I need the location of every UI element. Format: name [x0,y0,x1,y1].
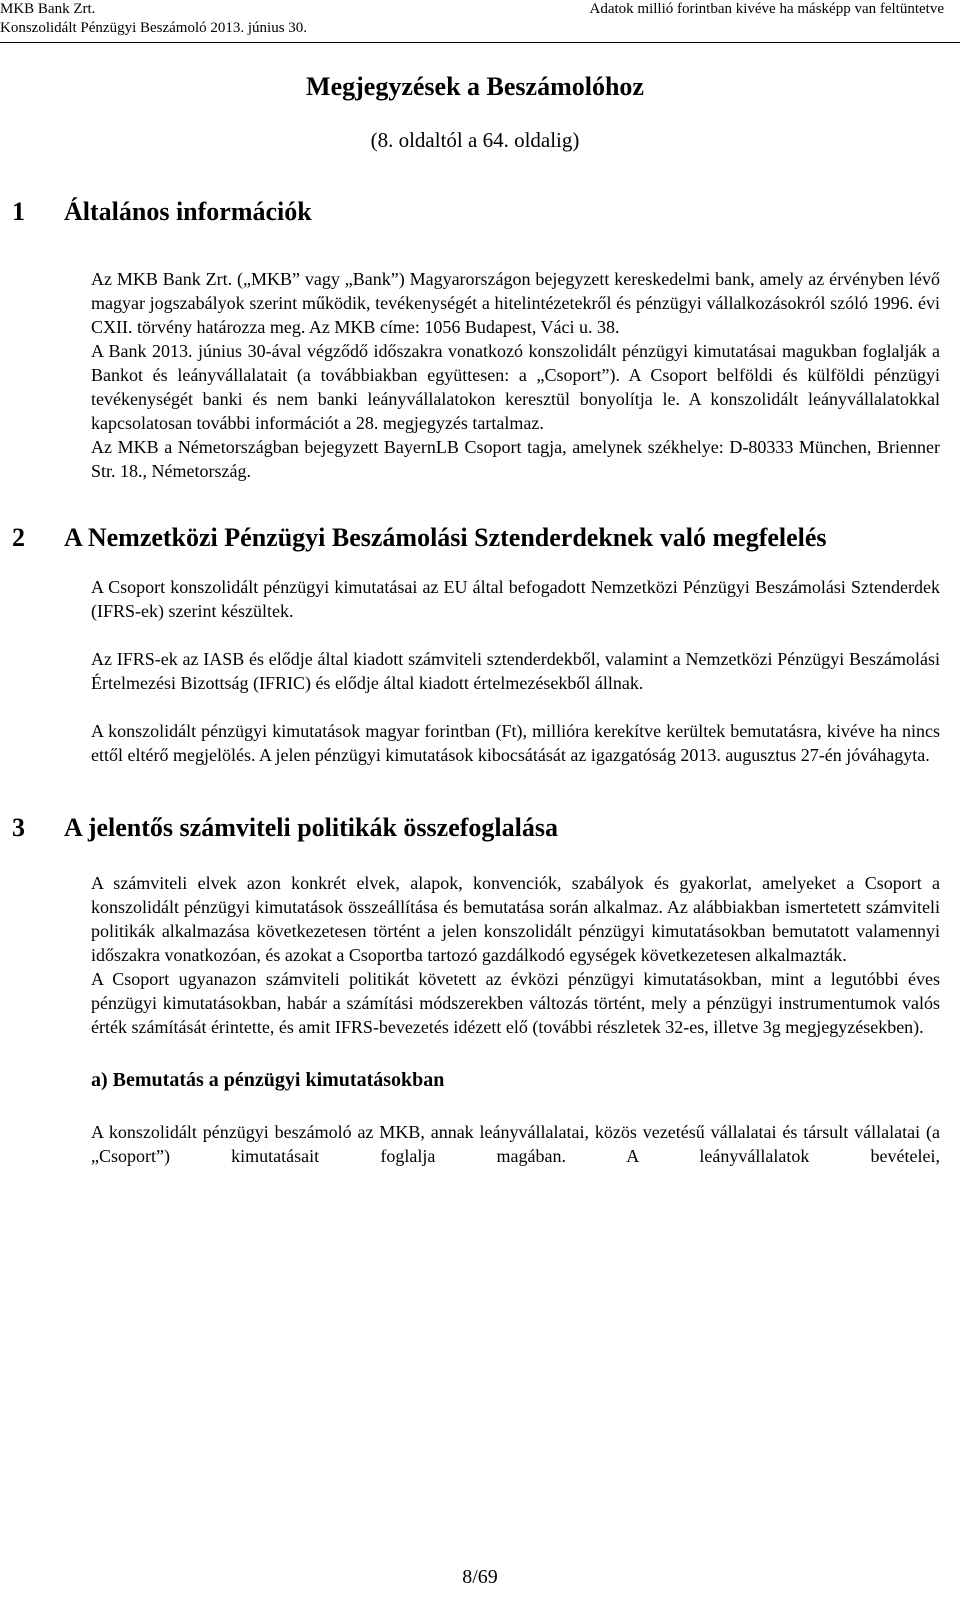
section-3-paragraph-1: A számviteli elvek azon konkrét elvek, alapok, konvenciók, szabályok és gyakorlat, amelyeket a Csoport a konszolidált pénzügyi kimutatások összeállítása és bemutatása során alkalmaz. Az alábbiakban ismertetett számviteli politikák alkalmazása következetesen történt a jelen konszolidált pénzügyi kimutatásokban bemutatott valamennyi időszakra vonatkozóan, és azokat a Csoportba tartozó gazdálkodó egységek következetesen alkalmazták. [91,873,940,965]
section-2-paragraph-2: Az IFRS-ek az IASB és elődje által kiadott számviteli sztenderdekből, valamint a Nemzetközi Pénzügyi Beszámolási Értelmezési Bizottság (IFRIC) és elődje által kiadott értelmezésekből állnak. [91,649,940,693]
section-1-body [91,267,940,483]
page-subtitle: (8. oldaltól a 64. oldalig) [370,128,580,152]
section-2-number: 2 [12,523,25,552]
section-2-title: A Nemzetközi Pénzügyi Beszámolási Sztenderdeknek való megfelelés [64,523,827,552]
section-2-paragraph-1: A Csoport konszolidált pénzügyi kimutatásai az EU által befogadott Nemzetközi Pénzügyi Beszámolási Sztenderdek (IFRS-ek) szerint készültek. [91,577,940,621]
section-1-paragraph-3: Az MKB a Németországban bejegyzett BayernLB Csoport tagja, amelynek székhelye: D-80333 München, Brienner Str. 18., Németország. [91,437,940,481]
subsection-a-body [91,1120,940,1168]
page-header [0,0,960,43]
subsection-a-paragraph-1: A konszolidált pénzügyi beszámoló az MKB, annak leányvállalatai, közös vezetésű vállalatai és társult vállalatai (a „Csoport”) kimutatásait foglalja magában. A leányvállalatok bevételei, [91,1122,940,1166]
section-2-heading [10,523,940,553]
subsection-a-heading: a) Bemutatás a pénzügyi kimutatásokban [91,1069,445,1091]
page-title: Megjegyzések a Beszámolóhoz [306,72,644,101]
section-1-title: Általános információk [64,197,312,226]
header-left [0,0,307,38]
section-1-number: 1 [12,197,25,226]
section-1-heading [10,197,940,227]
header-company: MKB Bank Zrt. [0,1,96,17]
section-1-paragraph-1: Az MKB Bank Zrt. („MKB” vagy „Bank”) Magyarországon bejegyzett kereskedelmi bank, amely az érvényben lévő magyar jogszabályok szerint működik, tevékenységét a hitelintézetekről és pénzügyi vállalkozásokról szóló 1996. évi CXII. törvény határozza meg. Az MKB címe: 1056 Budapest, Váci u. 38. [91,269,940,337]
page-number: 8/69 [462,1566,498,1588]
header-report-title: Konszolidált Pénzügyi Beszámoló 2013. június 30. [0,20,308,36]
section-3-heading [10,813,940,843]
document-body [10,64,940,1168]
section-3-paragraph-2: A Csoport ugyanazon számviteli politikát követett az évközi pénzügyi kimutatásokban, mint a legutóbbi éves pénzügyi kimutatásokban, habár a számítási módszerekben változás történt, mely a pénzügyi instrumentumok valós érték számítását érintette, és amit IFRS-bevezetés idézett elő (további részletek 32-es, illetve 3g megjegyzésekben). [91,969,940,1037]
section-3-body [91,871,940,1039]
section-2-paragraph-3: A konszolidált pénzügyi kimutatások magyar forintban (Ft), millióra kerekítve kerültek bemutatásra, kivéve ha nincs ettől eltérő megjelölés. A jelen pénzügyi kimutatások kibocsátását az igazgatóság 2013. augusztus 27-én jóváhagyta. [91,721,940,765]
section-1-paragraph-2: A Bank 2013. június 30-ával végződő időszakra vonatkozó konszolidált pénzügyi kimutatásai magukban foglalják a Bankot és leányvállalatait (a továbbiakban együttesen: a „Csoport”). A Csoport belföldi és külföldi pénzügyi tevékenységét banki és nem banki leányvállalatokon keresztül bonyolítja le. A konszolidált leányvállalatokkal kapcsolatosan további információt a 28. megjegyzés tartalmaz. [91,341,940,433]
section-3-title: A jelentős számviteli politikák összefoglalása [64,813,558,842]
section-3-number: 3 [12,813,25,842]
header-note: Adatok millió forintban kivéve ha másképp van feltüntetve [589,1,944,17]
section-2-body [91,575,940,767]
